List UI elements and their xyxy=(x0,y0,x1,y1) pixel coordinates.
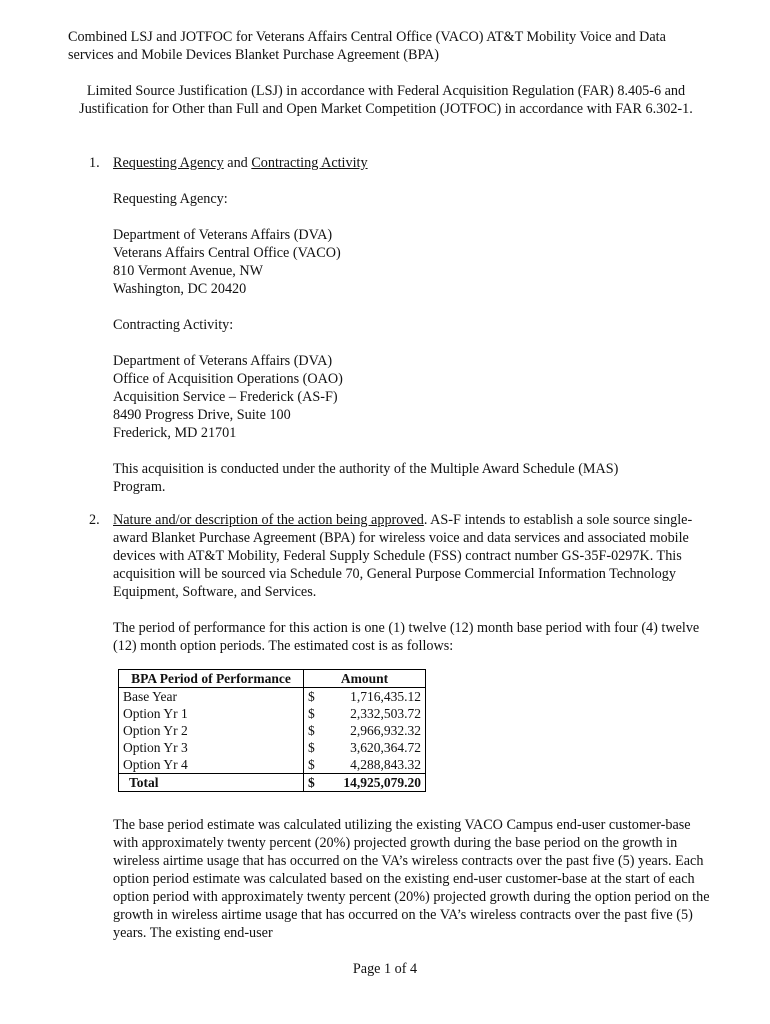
amount-cell xyxy=(304,722,426,739)
table-row xyxy=(119,722,426,739)
requesting-line: Washington, DC 20420 xyxy=(113,281,247,297)
section-1-heading-part2: Contracting Activity xyxy=(251,155,368,171)
requesting-agency-label: Requesting Agency: xyxy=(113,191,228,207)
amount-value: 3,620,364.72 xyxy=(350,740,421,755)
currency-sign: $ xyxy=(308,706,315,721)
contracting-activity-label: Contracting Activity: xyxy=(113,317,234,333)
requesting-line: Veterans Affairs Central Office (VACO) xyxy=(113,245,341,261)
period-cell: Option Yr 1 xyxy=(119,705,304,722)
table-total-row xyxy=(119,774,426,792)
table-row xyxy=(119,739,426,756)
amount-value: 2,966,932.32 xyxy=(350,723,421,738)
amount-cell xyxy=(304,739,426,756)
authority-text: This acquisition is conducted under the authority of the Multiple Award Schedule (MAS) Program. xyxy=(113,461,619,495)
contracting-line: Department of Veterans Affairs (DVA) xyxy=(113,353,333,369)
total-label: Total xyxy=(119,774,304,792)
total-amount: 14,925,079.20 xyxy=(343,775,421,790)
amount-value: 4,288,843.32 xyxy=(350,757,421,772)
document-title: Combined LSJ and JOTFOC for Veterans Affairs Central Office (VACO) AT&T Mobility Voice and Data services and Mobile Devices Blanket Purchase Agreement (BPA) xyxy=(68,29,666,63)
amount-value: 2,332,503.72 xyxy=(350,706,421,721)
section-1-heading-part1: Requesting Agency xyxy=(113,155,224,171)
period-cell: Option Yr 4 xyxy=(119,756,304,774)
requesting-line: 810 Vermont Avenue, NW xyxy=(113,263,263,279)
period-cell: Option Yr 2 xyxy=(119,722,304,739)
bpa-cost-table xyxy=(118,669,426,792)
contracting-line: Frederick, MD 21701 xyxy=(113,425,237,441)
page-number: Page 1 of 4 xyxy=(352,961,418,977)
section-2-number: 2. xyxy=(89,512,100,528)
contracting-line: 8490 Progress Drive, Suite 100 xyxy=(113,407,291,423)
amount-cell xyxy=(304,756,426,774)
currency-sign: $ xyxy=(308,757,315,772)
section-2 xyxy=(89,511,709,655)
section-2-heading: Nature and/or description of the action being approved xyxy=(113,512,424,528)
section-1 xyxy=(89,154,709,496)
period-cell: Base Year xyxy=(119,688,304,706)
amount-cell xyxy=(304,705,426,722)
period-text: The period of performance for this action is one (1) twelve (12) month base period with four (4) twelve (12) month option periods. The estimated cost is as follows: xyxy=(113,620,700,654)
estimate-text: The base period estimate was calculated utilizing the existing VACO Campus end-user customer-base with approximately twenty percent (20%) projected growth during the base period on the growth in wireless airtime usage that has occurred on the VA’s wireless contracts over the past five (5) years. Each option period estimate was calculated based on the existing end-user customer-base at the start of each option period with approximately twenty percent (20%) projected growth during the option period on the growth in wireless airtime usage that has occurred on the VA’s wireless contracts over the past five (5) years. The existing end-user xyxy=(113,817,710,941)
currency-sign: $ xyxy=(308,740,315,755)
table-header-amount: Amount xyxy=(304,670,426,688)
document-subtitle: Limited Source Justification (LSJ) in accordance with Federal Acquisition Regulation (FAR) 8.405-6 and Justification for Other than Full and Open Market Competition (JOTFOC) in accordance with FAR 6.302-1. xyxy=(79,83,693,117)
currency-sign: $ xyxy=(308,723,315,738)
table-row xyxy=(119,705,426,722)
section-1-heading-and: and xyxy=(223,155,252,171)
period-cell: Option Yr 3 xyxy=(119,739,304,756)
contracting-line: Acquisition Service – Frederick (AS-F) xyxy=(113,389,338,405)
section-2-intro-text: . AS-F intends to establish a sole source single-award Blanket Purchase Agreement (BPA) for wireless voice and data services and associated mobile devices with AT&T Mobility, Federal Supply Schedule (FSS) contract number GS-35F-0297K. This acquisition will be sourced via Schedule 70, General Purpose Commercial Information Technology Equipment, Software, and Services. xyxy=(113,512,693,600)
amount-value: 1,716,435.12 xyxy=(350,689,421,704)
currency-sign: $ xyxy=(308,689,315,704)
amount-cell xyxy=(304,688,426,706)
section-1-number: 1. xyxy=(89,155,100,171)
currency-sign: $ xyxy=(308,775,315,790)
section-2-intro xyxy=(113,511,709,601)
section-1-heading xyxy=(113,154,709,172)
table-row xyxy=(119,688,426,706)
requesting-line: Department of Veterans Affairs (DVA) xyxy=(113,227,333,243)
total-amount-cell xyxy=(304,774,426,792)
table-header-period: BPA Period of Performance xyxy=(119,670,304,688)
contracting-line: Office of Acquisition Operations (OAO) xyxy=(113,371,343,387)
table-row xyxy=(119,756,426,774)
